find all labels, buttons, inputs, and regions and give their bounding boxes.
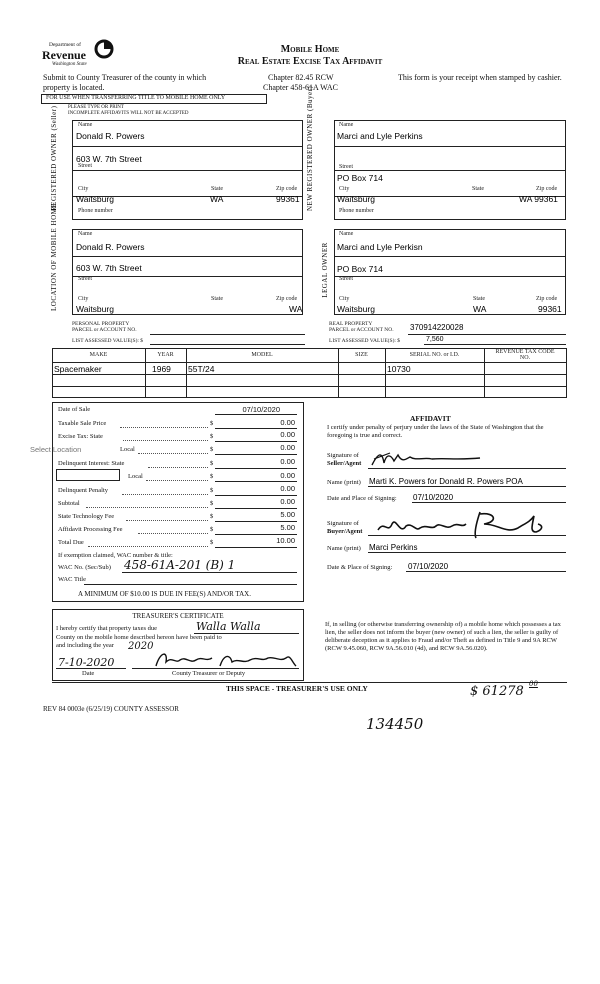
seller-name: Donald R. Powers — [76, 131, 145, 141]
seller-street: 603 W. 7th Street — [76, 154, 142, 164]
location-city: Waitsburg — [76, 304, 114, 314]
date-of-sale: 07/10/2020 — [242, 405, 280, 414]
treasurer-county: Walla Walla — [196, 620, 261, 633]
logo-dept-line1: Department of — [49, 42, 81, 48]
th-model: MODEL — [251, 352, 273, 358]
affidavit-title: AFFIDAVIT — [410, 414, 451, 423]
th-make: MAKE — [89, 352, 108, 358]
local-selector-box[interactable] — [56, 469, 120, 481]
delinquent-penalty: 0.00 — [280, 484, 295, 493]
th-year: YEAR — [157, 352, 174, 358]
chapter-rcw: Chapter 82.45 RCW — [268, 73, 334, 82]
excise-tax-state: 0.00 — [280, 430, 295, 439]
total-due: 10.00 — [276, 536, 295, 545]
treasurer-year: 2020 — [128, 641, 154, 652]
location-zip: WA — [289, 304, 303, 314]
form-number: REV 84 0003e (6/25/19) COUNTY ASSESSOR — [43, 705, 179, 713]
logo-dept-line2: Revenue — [42, 48, 86, 62]
print-note-2: INCOMPLETE AFFIDAVITS WILL NOT BE ACCEPTED — [68, 111, 189, 116]
buyer-signature — [372, 508, 552, 542]
seller-city: Waitsburg — [76, 194, 114, 204]
th-revenue-code: REVENUE TAX CODE NO. — [495, 349, 555, 361]
receipt-cents: 00 — [529, 680, 538, 688]
affidavit-processing-fee: 5.00 — [280, 523, 295, 532]
tax-lien-note: If, in selling (or otherwise transferring ownership of) a mobile home which possesses a tax lien, the seller does not inform the buyer (new owner) of such a lien, the seller is guilty of deliberate deception as it applies to Fraud and/or Theft as defined in Title 9 and 9A RCW (RCW 9.45.060, RCW 9A.56.010 (4d), and RCW 9A.56.020). — [325, 621, 561, 652]
location-street: 603 W. 7th Street — [76, 263, 142, 273]
receipt-number: 134450 — [366, 715, 424, 733]
th-size: SIZE — [355, 352, 368, 358]
table-row-model: 55T/24 — [188, 364, 215, 374]
location-side-label: LOCATION OF MOBILE HOME — [50, 202, 58, 311]
treasurer-line2: County on the mobile home described hereon have been paid to and including the year — [56, 634, 222, 649]
th-serial: SERIAL NO. or I.D. — [409, 352, 460, 358]
table-row-make: Spacemaker — [54, 364, 102, 374]
legal-city: Waitsburg — [337, 304, 375, 314]
table-row-year: 1969 — [152, 364, 171, 374]
seller-side-label: REGISTERED OWNER (Seller) — [50, 105, 58, 211]
seller-state: WA — [210, 194, 224, 204]
wac-number: 458-61A-201 (B) 1 — [124, 558, 236, 572]
treasurer-use-only: THIS SPACE - TREASURER'S USE ONLY — [226, 684, 368, 693]
buyer-city: Waitsburg — [337, 194, 375, 204]
real-parcel-no: 370914220028 — [410, 323, 464, 332]
real-assessed-value: 7,560 — [426, 336, 444, 343]
legal-side-label: LEGAL OWNER — [321, 242, 329, 298]
print-note-1: PLEASE TYPE OR PRINT — [68, 105, 124, 110]
seller-zip: 99361 — [276, 194, 300, 204]
form-title-line1: Mobile Home — [280, 44, 340, 55]
table-row-serial: 10730 — [387, 364, 411, 374]
seller-print-name: Marti K. Powers for Donald R. Powers POA — [369, 477, 523, 486]
buyer-name: Marci and Lyle Perkins — [337, 131, 423, 141]
delinquent-interest-state: 0.00 — [280, 457, 295, 466]
buyer-sign-date: 07/10/2020 — [408, 562, 449, 571]
legal-name: Marci and Lyle Perkisn — [337, 242, 423, 252]
delinquent-interest-local: 0.00 — [280, 471, 295, 480]
legal-state: WA — [473, 304, 487, 314]
chapter-wac: Chapter 458-61A WAC — [263, 83, 338, 92]
buyer-street: PO Box 714 — [337, 173, 383, 183]
receipt-note: This form is your receipt when stamped by cashier. — [398, 73, 562, 82]
seller-signature — [368, 449, 488, 469]
location-name: Donald R. Powers — [76, 242, 145, 252]
subtotal: 0.00 — [280, 497, 295, 506]
buyer-state-zip: WA 99361 — [519, 194, 558, 204]
state-technology-fee: 5.00 — [280, 510, 295, 519]
affidavit-certify: I certify under penalty of perjury under the laws of the State of Washington that the foregoing is true and correct. — [327, 424, 544, 439]
buyer-print-name: Marci Perkins — [369, 543, 418, 552]
minimum-note: A MINIMUM OF $10.00 IS DUE IN FEE(S) AND/OR TAX. — [78, 590, 251, 598]
form-title-line2: Real Estate Excise Tax Affidavit — [237, 56, 383, 67]
receipt-amount: $ 61278 — [470, 684, 524, 699]
submit-instructions: Submit to County Treasurer of the county in which property is located. — [43, 73, 207, 92]
treasurer-date: 7-10-2020 — [58, 656, 115, 669]
treasurer-title: TREASURER'S CERTIFICATE — [132, 612, 224, 620]
legal-street: PO Box 714 — [337, 264, 383, 274]
legal-zip: 99361 — [538, 304, 562, 314]
logo-dept-line3: Washington State — [52, 62, 87, 67]
select-location-dropdown[interactable]: Select Location — [30, 445, 82, 454]
transfer-note: FOR USE WHEN TRANSFERRING TITLE TO MOBILE HOME ONLY — [46, 95, 226, 101]
buyer-side-label: NEW REGISTERED OWNER (Buyer) — [306, 85, 314, 211]
excise-tax-local: 0.00 — [280, 443, 295, 452]
seller-sign-date: 07/10/2020 — [413, 493, 454, 502]
taxable-sale-price: 0.00 — [280, 418, 295, 427]
